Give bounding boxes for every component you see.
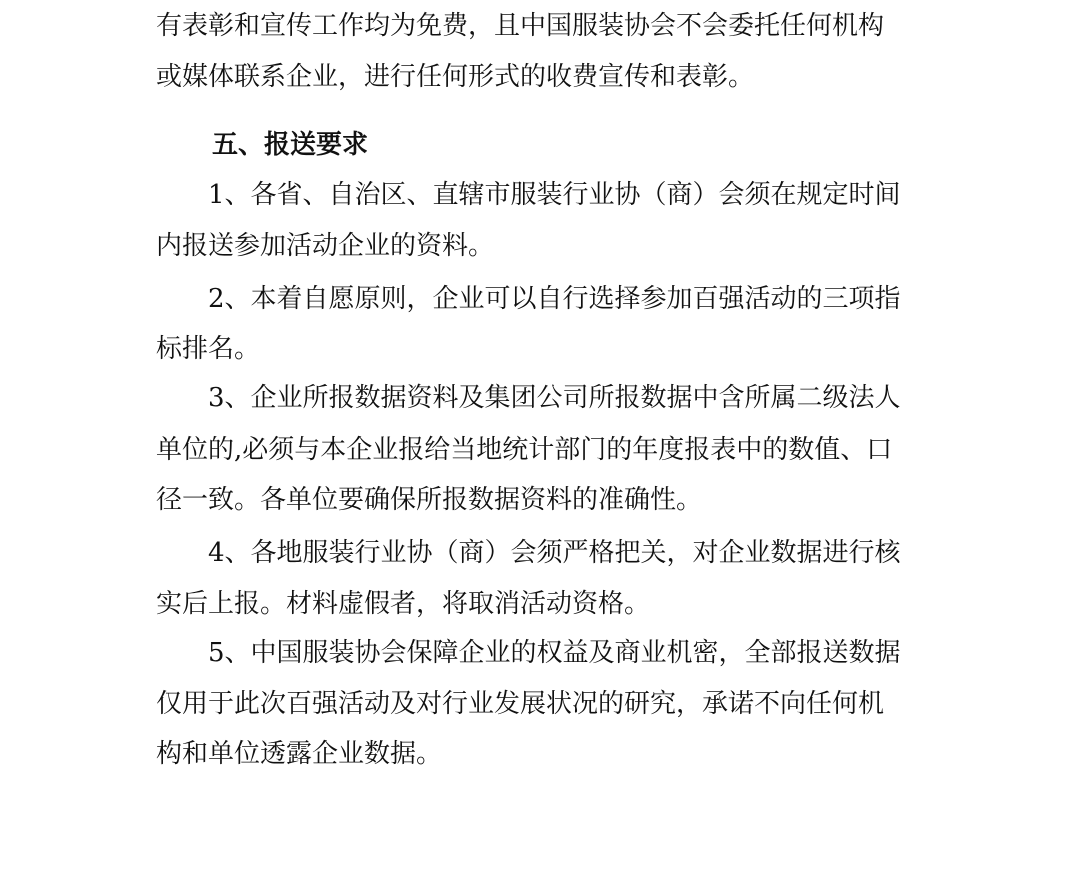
item-3-line-3: 径一致。各单位要确保所报数据资料的准确性。	[156, 485, 703, 515]
item-4-line-1: 4、各地服装行业协（商）会须严格把关，对企业数据进行核	[208, 538, 901, 568]
intro-line-2: 或媒体联系企业，进行任何形式的收费宣传和表彰。	[156, 62, 755, 92]
item-5-line-1: 5、中国服装协会保障企业的权益及商业机密，全部报送数据	[208, 638, 901, 668]
item-3-line-2: 单位的,必须与本企业报给当地统计部门的年度报表中的数值、口	[156, 435, 893, 465]
item-3-line-1: 3、企业所报数据资料及集团公司所报数据中含所属二级法人	[208, 383, 901, 413]
item-5-line-3: 构和单位透露企业数据。	[156, 739, 443, 769]
item-2-line-1: 2、本着自愿原则，企业可以自行选择参加百强活动的三项指	[208, 284, 901, 314]
intro-line-1: 有表彰和宣传工作均为免费，且中国服装协会不会委托任何机构	[156, 11, 885, 41]
item-4-line-2: 实后上报。材料虚假者，将取消活动资格。	[156, 589, 651, 619]
item-2-line-2: 标排名。	[156, 334, 261, 364]
item-1-line-2: 内报送参加活动企业的资料。	[156, 231, 495, 261]
item-1-line-1: 1、各省、自治区、直辖市服装行业协（商）会须在规定时间	[208, 180, 901, 210]
item-5-line-2: 仅用于此次百强活动及对行业发展状况的研究，承诺不向任何机	[156, 689, 885, 719]
section-heading: 五、报送要求	[212, 130, 369, 160]
